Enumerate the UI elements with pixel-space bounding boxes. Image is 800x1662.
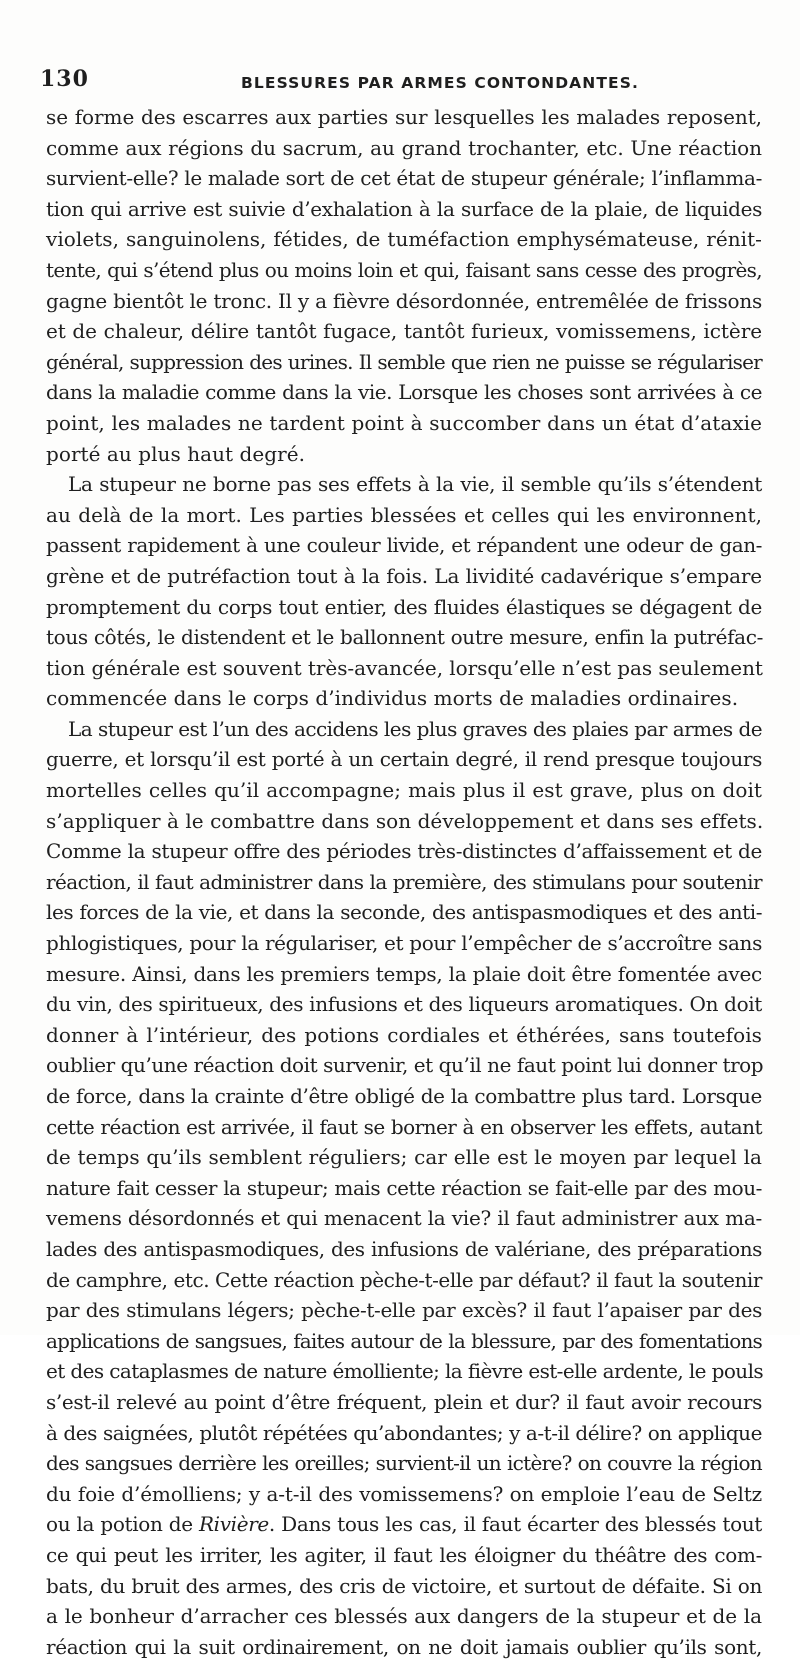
text-line: survient-elle? le malade sort de cet état de stupeur générale; l’inflamma- xyxy=(46,166,762,191)
text-line: de camphre, etc. Cette réaction pèche-t-elle par défaut? il faut la soutenir xyxy=(46,1267,762,1292)
text-line: et des cataplasmes de nature émolliente; la fièvre est-elle ardente, le pouls xyxy=(46,1359,764,1384)
body-text xyxy=(46,102,762,1662)
text-line: a le bonheur d’arracher ces blessés aux dangers de la stupeur et de la xyxy=(46,1604,762,1629)
text-fragment: . Dans tous les cas, il faut écarter des blessés tout xyxy=(268,1512,762,1537)
text-line: grène et de putréfaction tout à la fois. La lividité cadavérique s’empare xyxy=(46,563,762,588)
text-line: général, suppression des urines. Il semble que rien ne puisse se régulariser xyxy=(46,349,762,374)
text-line: guerre, et lorsqu’il est porté à un certain degré, il rend presque toujours xyxy=(46,747,762,772)
text-fragment: ou la potion de xyxy=(46,1512,193,1537)
text-line: tion générale est souvent très-avancée, lorsqu’elle n’est pas seulement xyxy=(46,655,763,680)
text-line: bats, du bruit des armes, des cris de victoire, et surtout de défaite. Si on xyxy=(46,1573,762,1598)
text-line: mesure. Ainsi, dans les premiers temps, la plaie doit être fomentée avec xyxy=(46,961,762,986)
text-line: La stupeur ne borne pas ses effets à la vie, il semble qu’ils s’étendent xyxy=(68,472,762,497)
text-line: comme aux régions du sacrum, au grand trochanter, etc. Une réaction xyxy=(46,135,762,160)
text-line: par des stimulans légers; pèche-t-elle par excès? il faut l’apaiser par des xyxy=(46,1298,762,1323)
text-line: tous côtés, le distendent et le ballonnent outre mesure, enfin la putréfac- xyxy=(46,625,764,650)
text-line: réaction qui la suit ordinairement, on ne doit jamais oublier qu’ils sont, xyxy=(46,1634,762,1659)
text-line: tente, qui s’étend plus ou moins loin et qui, faisant sans cesse des progrès, xyxy=(46,257,762,282)
text-line: réaction, il faut administrer dans la première, des stimulans pour soutenir xyxy=(46,869,762,894)
text-line: oublier qu’une réaction doit survenir, et qu’il ne faut point lui donner trop xyxy=(46,1053,764,1078)
text-line: du foie d’émolliens; y a-t-il des vomissemens? on emploie l’eau de Seltz xyxy=(46,1481,762,1506)
text-line: se forme des escarres aux parties sur lesquelles les malades reposent, xyxy=(46,105,762,129)
text-line: à des saignées, plutôt répétées qu’abondantes; y a-t-il délire? on applique xyxy=(46,1420,762,1445)
text-line: point, les malades ne tardent point à succomber dans un état d’ataxie xyxy=(46,410,762,435)
text-line: La stupeur est l’un des accidens les plus graves des plaies par armes de xyxy=(68,716,762,741)
text-line: tion qui arrive est suivie d’exhalation à la surface de la plaie, de liquides xyxy=(46,196,762,221)
running-header xyxy=(40,66,754,96)
text-line: passent rapidement à une couleur livide, et répandent une odeur de gan- xyxy=(46,533,762,558)
text-line: lades des antispasmodiques, des infusions de valériane, des préparations xyxy=(46,1236,762,1261)
text-line: promptement du corps tout entier, des fluides élastiques se dégagent de xyxy=(46,594,762,619)
running-title: BLESSURES PAR ARMES CONTONDANTES. xyxy=(241,74,639,92)
text-line: violets, sanguinolens, fétides, de tuméfaction emphysémateuse, rénit- xyxy=(46,227,762,252)
text-line: de temps qu’ils semblent réguliers; car elle est le moyen par lequel la xyxy=(46,1145,762,1170)
text-line: s’est-il relevé au point d’être fréquent, plein et dur? il faut avoir recours xyxy=(46,1389,762,1414)
text-line: dans la maladie comme dans la vie. Lorsque les choses sont arrivées à ce xyxy=(46,380,762,405)
text-line: gagne bientôt le tronc. Il y a fièvre désordonnée, entremêlée de frissons xyxy=(46,288,762,313)
text-line: donner à l’intérieur, des potions cordiales et éthérées, sans toutefois xyxy=(46,1022,762,1047)
text-line: les forces de la vie, et dans la seconde, des antispasmodiques et des anti- xyxy=(46,900,762,925)
text-line: au delà de la mort. Les parties blessées et celles qui les environnent, xyxy=(46,502,762,527)
text-line: Comme la stupeur offre des périodes très-distinctes d’affaissement et de xyxy=(46,839,762,864)
text-line: mortelles celles qu’il accompagne; mais plus il est grave, plus on doit xyxy=(46,778,762,803)
text-line: phlogistiques, pour la régulariser, et pour l’empêcher de s’accroître sans xyxy=(46,931,762,956)
text-line: et de chaleur, délire tantôt fugace, tantôt furieux, vomissemens, ictère xyxy=(46,319,762,344)
text-line: de force, dans la crainte d’être obligé de la combattre plus tard. Lorsque xyxy=(46,1084,762,1108)
text-line: cette réaction est arrivée, il faut se borner à en observer les effets, autant xyxy=(46,1114,762,1139)
italic-name: Rivière xyxy=(198,1512,269,1537)
text-line: nature fait cesser la stupeur; mais cette réaction se fait-elle par des mou- xyxy=(46,1175,762,1200)
text-line: porté au plus haut degré. xyxy=(46,441,306,466)
text-line: des sangsues derrière les oreilles; survient-il un ictère? on couvre la région xyxy=(46,1451,762,1476)
text-line-with-italic xyxy=(46,1509,762,1540)
text-line: vemens désordonnés et qui menacent la vie? il faut administrer aux ma- xyxy=(46,1206,762,1231)
text-line: s’appliquer à le combattre dans son développement et dans ses effets. xyxy=(46,808,764,833)
page-number: 130 xyxy=(40,66,89,92)
text-line: commencée dans le corps d’individus morts de maladies ordinaires. xyxy=(46,686,739,711)
text-line: du vin, des spiritueux, des infusions et des liqueurs aromatiques. On doit xyxy=(46,992,762,1017)
text-line: ce qui peut les irriter, les agiter, il faut les éloigner du théâtre des com- xyxy=(46,1542,762,1567)
text-line: applications de sangsues, faites autour de la blessure, par des fomentations xyxy=(46,1328,762,1353)
